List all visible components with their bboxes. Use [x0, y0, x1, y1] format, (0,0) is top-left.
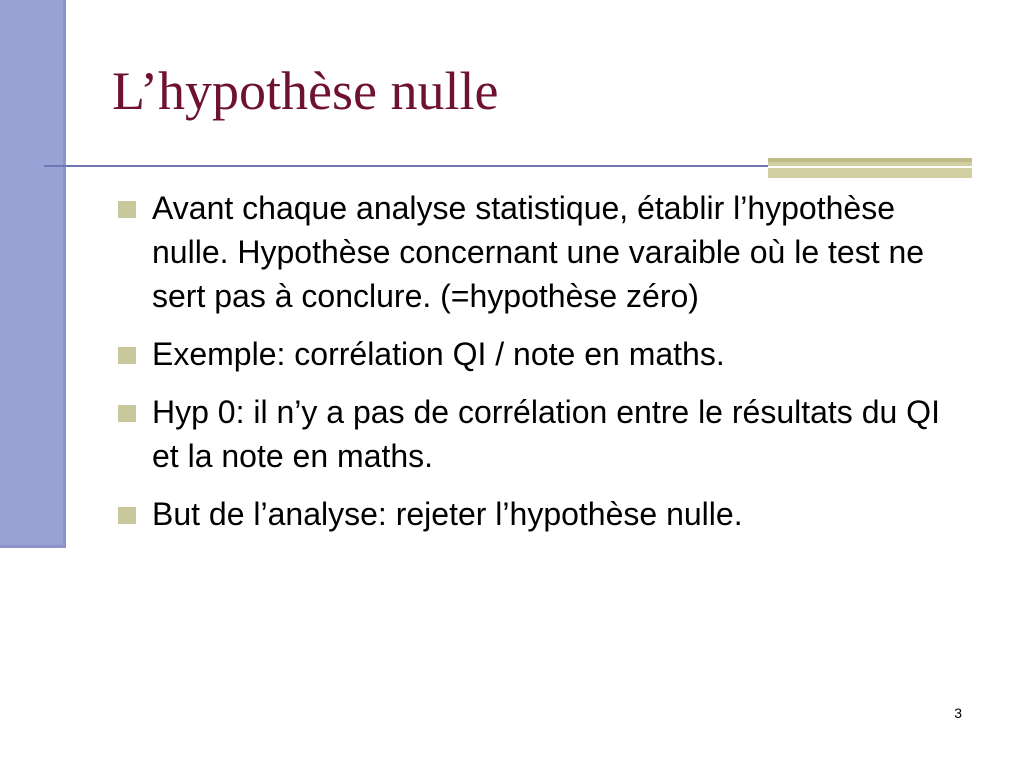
bullet-text: But de l’analyse: rejeter l’hypothèse nulle.	[152, 496, 743, 532]
bullet-item	[116, 390, 966, 478]
square-bullet-icon	[118, 201, 136, 218]
left-decorative-bar	[0, 0, 66, 548]
bullet-item	[116, 186, 966, 318]
bullet-item	[116, 332, 966, 376]
square-bullet-icon	[118, 507, 136, 524]
bullet-list	[116, 186, 966, 550]
page-number: 3	[954, 705, 962, 721]
bullet-text: Exemple: corrélation QI / note en maths.	[152, 336, 725, 372]
square-bullet-icon	[118, 347, 136, 364]
bullet-item	[116, 492, 966, 536]
square-bullet-icon	[118, 405, 136, 422]
bullet-text: Avant chaque analyse statistique, établir l’hypothèse nulle. Hypothèse concernant une varaible où le test ne sert pas à conclure. (=hypothèse zéro)	[152, 190, 925, 314]
bullet-text: Hyp 0: il n’y a pas de corrélation entre le résultats du QI et la note en maths.	[152, 394, 940, 474]
slide-title: L’hypothèse nulle	[112, 61, 499, 121]
title-divider-accent	[768, 158, 972, 178]
